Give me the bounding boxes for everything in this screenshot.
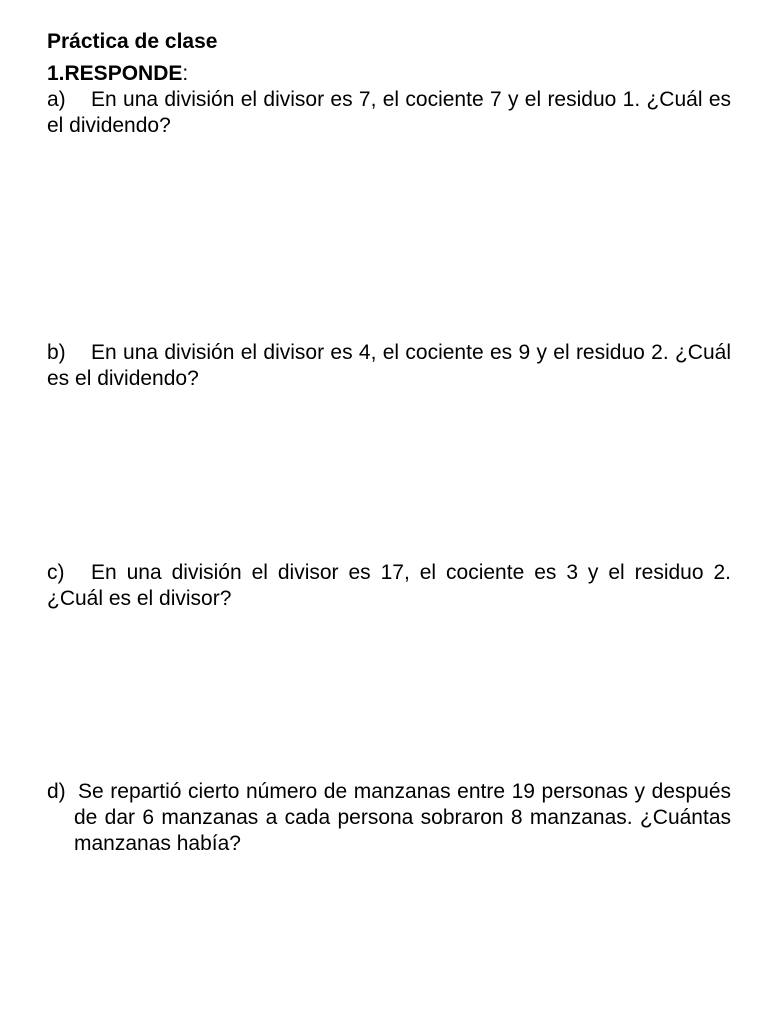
section-colon: :	[182, 62, 189, 85]
question-b	[47, 340, 731, 392]
question-text: En una división el divisor es 4, el cociente es 9 y el residuo 2. ¿Cuál es el dividendo?	[47, 341, 731, 390]
question-c	[47, 560, 731, 612]
question-marker: d)	[47, 780, 66, 803]
question-a	[47, 87, 731, 139]
question-d	[47, 779, 731, 857]
question-marker: b)	[47, 341, 66, 364]
question-marker: a)	[47, 88, 66, 111]
question-text: Se repartió cierto número de manzanas entre 19 personas y después de dar 6 manzanas a cada persona sobraron 8 manzanas. ¿Cuántas manzanas había?	[74, 780, 731, 855]
question-text: En una división el divisor es 17, el cociente es 3 y el residuo 2. ¿Cuál es el divisor?	[47, 561, 731, 610]
section-number-label: 1.RESPONDE	[47, 62, 183, 85]
section-heading	[47, 61, 188, 87]
page-title: Práctica de clase	[47, 30, 218, 53]
question-text: En una división el divisor es 7, el cociente 7 y el residuo 1. ¿Cuál es el dividendo?	[47, 88, 731, 137]
question-marker: c)	[47, 561, 65, 584]
